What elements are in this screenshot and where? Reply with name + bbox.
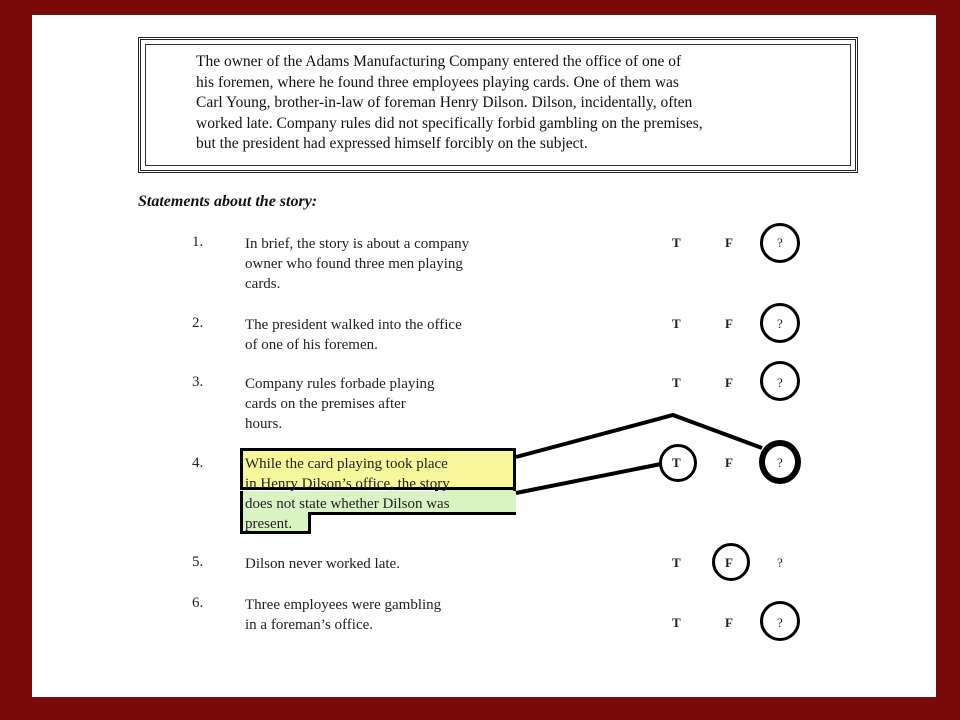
story-line: The owner of the Adams Manufacturing Company entered the office of one of: [196, 53, 682, 70]
option-false[interactable]: F: [725, 375, 733, 390]
option-unknown[interactable]: ?: [777, 316, 783, 331]
option-true[interactable]: T: [672, 555, 681, 570]
statement-line: hours.: [245, 416, 283, 432]
option-false[interactable]: F: [725, 615, 733, 630]
statement-number: 1.: [192, 234, 204, 250]
option-true[interactable]: T: [672, 455, 681, 470]
option-unknown[interactable]: ?: [777, 455, 783, 470]
story-line: his foremen, where he found three employees playing cards. One of them was: [196, 73, 679, 91]
option-false[interactable]: F: [725, 455, 733, 470]
story-line: but the president had expressed himself forcibly on the subject.: [196, 135, 588, 152]
statement-line: Dilson never worked late.: [245, 556, 400, 572]
statement-line: of one of his foremen.: [245, 337, 378, 353]
statement-line: Company rules forbade playing: [245, 376, 435, 392]
connector-lines: [32, 15, 936, 697]
option-false[interactable]: F: [725, 235, 733, 250]
statement-number: 4.: [192, 455, 204, 471]
statement-number: 5.: [192, 554, 204, 570]
option-unknown[interactable]: ?: [777, 375, 783, 390]
option-true[interactable]: T: [672, 235, 681, 250]
statement-line: In brief, the story is about a company: [245, 236, 470, 252]
statements-heading: Statements about the story:: [138, 193, 318, 210]
statement-number: 6.: [192, 595, 204, 611]
option-unknown[interactable]: ?: [777, 615, 783, 630]
statement-line: Three employees were gambling: [245, 597, 442, 613]
statement-line: While the card playing took place: [245, 456, 448, 472]
option-false[interactable]: F: [725, 555, 733, 570]
statement-number: 3.: [192, 374, 204, 390]
option-true[interactable]: T: [672, 615, 681, 630]
statement-number: 2.: [192, 315, 204, 331]
story-line: worked late. Company rules did not specifically forbid gambling on the premises,: [196, 114, 703, 132]
statement-line: in Henry Dilson’s office, the story: [245, 476, 450, 492]
option-false[interactable]: F: [725, 316, 733, 331]
option-true[interactable]: T: [672, 316, 681, 331]
statement-line: does not state whether Dilson was: [245, 496, 450, 512]
connector-green-to-true: [516, 464, 661, 493]
statement-line: cards on the premises after: [245, 396, 406, 412]
statement-line: owner who found three men playing: [245, 256, 463, 272]
connector-yellow-to-unknown: [516, 415, 762, 457]
option-unknown[interactable]: ?: [777, 235, 783, 250]
option-true[interactable]: T: [672, 375, 681, 390]
option-unknown[interactable]: ?: [777, 555, 783, 570]
slide-page: [32, 15, 936, 697]
statement-line: cards.: [245, 276, 281, 292]
statement-line: present.: [245, 516, 293, 532]
statement-line: The president walked into the office: [245, 317, 462, 333]
story-line: Carl Young, brother-in-law of foreman Henry Dilson. Dilson, incidentally, often: [196, 94, 693, 111]
statement-line: in a foreman’s office.: [245, 617, 374, 633]
